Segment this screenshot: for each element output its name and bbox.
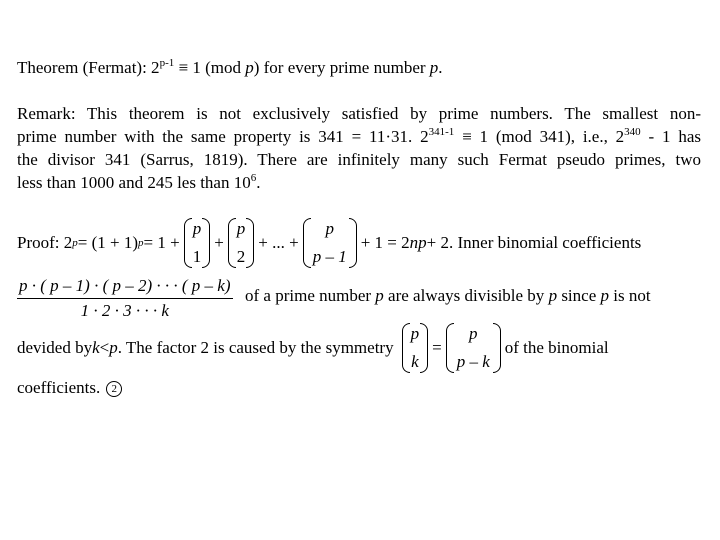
product-fraction bbox=[17, 276, 233, 321]
symmetry-text: . The factor 2 is caused by the symmetry bbox=[117, 338, 394, 357]
remark-exponent: 6 bbox=[250, 172, 257, 184]
remark-line-3: the divisor 341 (Sarrus, 1819). There are infinitely many such Fermat pseudo primes, two bbox=[17, 150, 701, 169]
remark-text: prime number with the same property is 341 = 11·31. 2 bbox=[17, 127, 429, 146]
binomial-p-2: p 2 bbox=[228, 218, 255, 268]
var-p: p bbox=[109, 338, 118, 357]
theorem-text: Theorem (Fermat): 2 bbox=[17, 58, 160, 77]
theorem-text: ) for every prime number bbox=[253, 58, 430, 77]
fraction-denominator: 1 · 2 · 3 · · · k bbox=[80, 301, 169, 321]
tail-text: of a prime number bbox=[245, 286, 376, 305]
var-p: p bbox=[429, 58, 439, 77]
var-p: p bbox=[548, 286, 558, 305]
remark-line-1: Remark: This theorem is not exclusively satisfied by prime numbers. The smallest non- bbox=[17, 104, 701, 123]
theorem-text: . bbox=[438, 58, 443, 77]
var-np: np bbox=[409, 233, 427, 252]
equals-sign: = bbox=[432, 338, 442, 357]
binomial-p-k: p k bbox=[402, 323, 429, 373]
proof-text: = (1 + 1) bbox=[77, 233, 138, 252]
binomial-p-p-minus-k: p p – k bbox=[446, 323, 501, 373]
fraction-bar bbox=[17, 298, 233, 299]
final-text: coefficients. bbox=[17, 378, 101, 397]
circled-two-icon: 2 bbox=[106, 381, 122, 397]
tail-text: since bbox=[557, 286, 601, 305]
binomial-p-1: p 1 bbox=[184, 218, 211, 268]
symmetry-text: of the binomial bbox=[504, 338, 609, 357]
remark-line-2 bbox=[17, 127, 701, 147]
theorem-exponent: p-1 bbox=[159, 57, 175, 69]
var-p: p bbox=[375, 286, 384, 305]
fraction-tail bbox=[245, 286, 651, 306]
remark-text: ≡ 1 (mod 341), i.e., 2 bbox=[454, 127, 625, 146]
var-k: k bbox=[92, 338, 100, 357]
tail-text: are always divisible by bbox=[383, 286, 549, 305]
proof-line: Proof: 2 p = (1 + 1) p = 1 + p 1 + p 2 + ... + p p – 1 + 1 = 2 np + 2. Inner binomial coefficients bbox=[17, 219, 642, 266]
proof-text: Proof: 2 bbox=[17, 233, 73, 252]
remark-text: less than 1000 and 245 les than 10 bbox=[17, 173, 251, 192]
remark-line-4 bbox=[17, 173, 260, 193]
var-p: p bbox=[600, 286, 609, 305]
remark-text: . bbox=[256, 173, 261, 192]
proof-text: = 1 + bbox=[143, 233, 180, 252]
remark-text: - 1 has bbox=[640, 127, 701, 146]
remark-exponent: 340 bbox=[624, 126, 641, 138]
binomial-p-p-1: p p – 1 bbox=[303, 218, 357, 268]
symmetry-text: < bbox=[99, 338, 110, 357]
symmetry-line bbox=[17, 322, 609, 374]
proof-text: + ... + bbox=[258, 233, 299, 252]
proof-text: + 2. Inner binomial coefficients bbox=[426, 233, 642, 252]
var-p: p bbox=[245, 58, 254, 77]
fraction-numerator: p · ( p – 1) · ( p – 2) · · · ( p – k) bbox=[19, 276, 231, 295]
theorem-line bbox=[17, 58, 443, 78]
proof-text: + 1 = 2 bbox=[360, 233, 410, 252]
theorem-text: ≡ 1 (mod bbox=[174, 58, 246, 77]
final-line bbox=[17, 378, 122, 398]
remark-exponent: 341-1 bbox=[428, 126, 455, 138]
symmetry-text: devided by bbox=[17, 338, 93, 357]
tail-text: is not bbox=[609, 286, 651, 305]
proof-text: + bbox=[214, 233, 224, 252]
